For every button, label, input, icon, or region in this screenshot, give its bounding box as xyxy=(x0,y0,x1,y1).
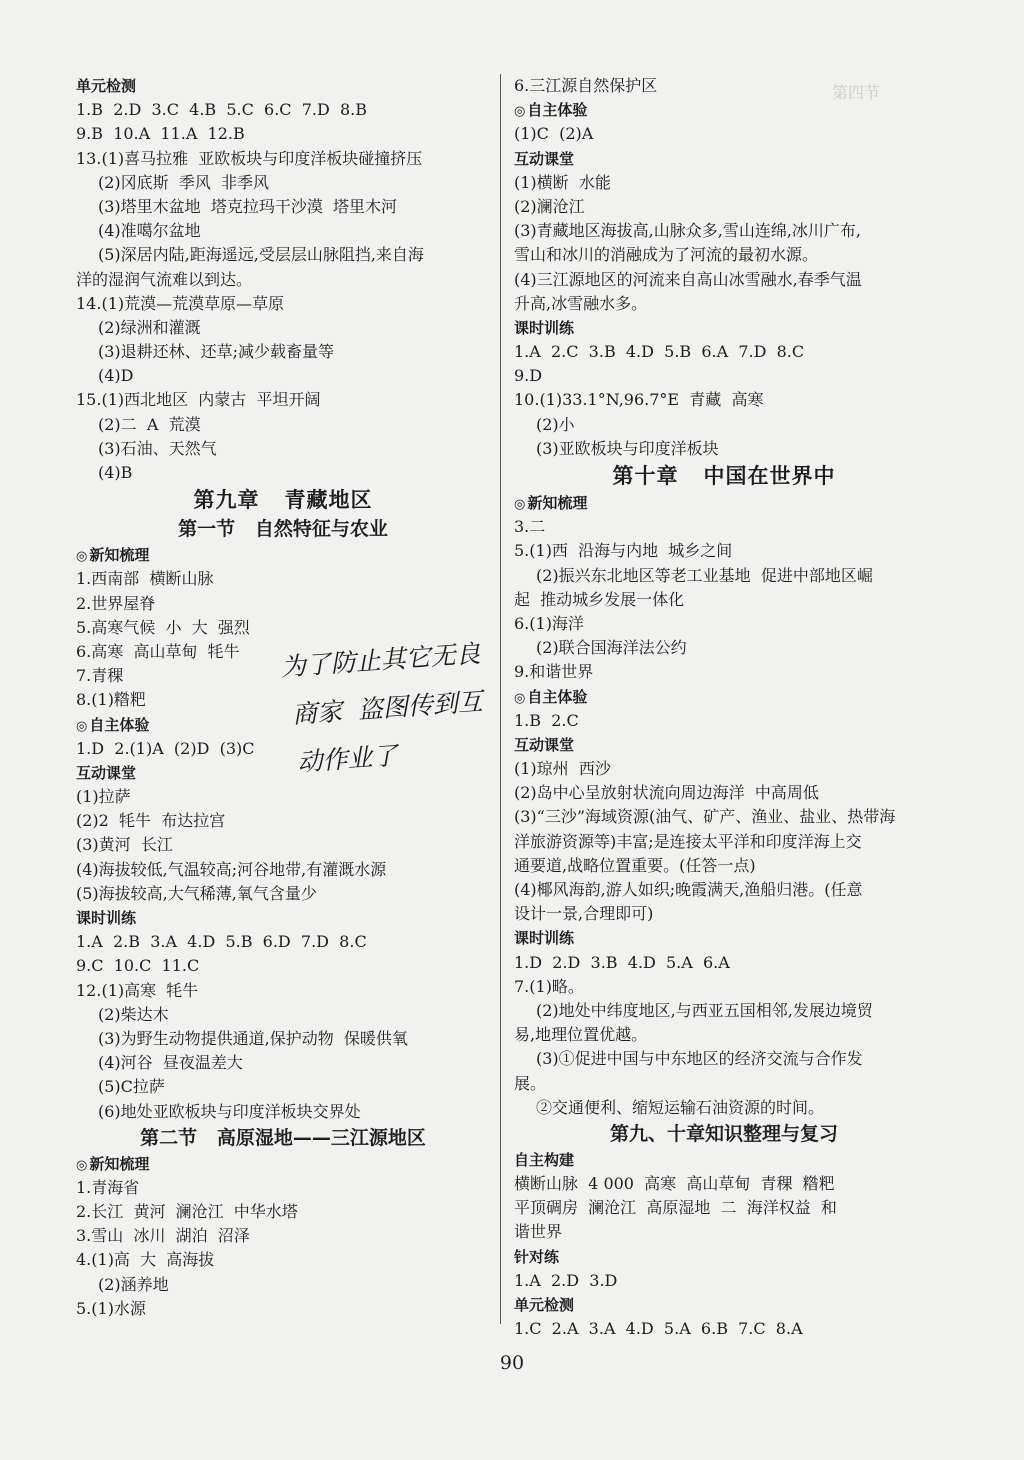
line-text: 自主体验 xyxy=(527,101,588,120)
answer-line xyxy=(514,709,934,733)
answer-line xyxy=(76,147,490,171)
line-text: 5.高寒气候 小 大 强烈 xyxy=(76,617,250,637)
bullet-icon: ◎ xyxy=(76,1157,88,1173)
answer-line xyxy=(76,243,490,267)
answer-line xyxy=(514,1196,934,1220)
line-text: 单元检测 xyxy=(76,77,137,95)
page-number: 90 xyxy=(499,1352,525,1374)
answer-line xyxy=(514,1172,934,1196)
line-text: 通要道,战略位置重要。(任答一点) xyxy=(514,855,756,875)
line-text: (2)振兴东北地区等老工业基地 促进中部地区崛 xyxy=(536,565,873,585)
line-text: 14.(1)荒漠—荒漠草原—草原 xyxy=(76,293,285,313)
line-text: 13.(1)喜马拉雅 亚欧板块与印度洋板块碰撞挤压 xyxy=(76,148,423,168)
line-text: 1.B 2.C xyxy=(514,710,579,730)
line-text: 1.A 2.B 3.A 4.D 5.B 6.D 7.D 8.C xyxy=(76,932,367,952)
line-text: 课时训练 xyxy=(514,929,575,948)
line-text: 2.长江 黄河 澜沧江 中华水塔 xyxy=(76,1202,298,1222)
line-text: 课时训练 xyxy=(514,318,575,337)
line-text: 5.(1)水源 xyxy=(76,1298,146,1318)
section-title xyxy=(514,1120,934,1148)
line-text: (1)琼州 西沙 xyxy=(514,759,611,779)
line-text: 第一节 自然特征与农业 xyxy=(178,518,388,541)
line-text: 5.(1)西 沿海与内地 城乡之间 xyxy=(514,541,733,561)
handwriting-line: 动作业了 xyxy=(296,740,399,777)
line-text: ②交通便利、缩短运输石油资源的时间。 xyxy=(536,1097,825,1117)
line-text: 升高,冰雪融水多。 xyxy=(514,293,648,313)
line-text: (2)冈底斯 季风 非季风 xyxy=(98,172,270,192)
answer-line xyxy=(76,1200,490,1224)
line-text: 1.A 2.D 3.D xyxy=(514,1270,618,1290)
line-text: 9.D xyxy=(514,366,543,386)
line-text: 9.和谐世界 xyxy=(514,662,594,682)
section-heading xyxy=(514,1293,934,1317)
line-text: 1.B 2.D 3.C 4.B 5.C 6.C 7.D 8.B xyxy=(76,100,367,120)
answer-line xyxy=(514,660,934,684)
section-heading xyxy=(76,906,490,930)
answer-line xyxy=(76,461,490,485)
line-text: (2)地处中纬度地区,与西亚五国相邻,发展边境贸 xyxy=(536,1000,873,1020)
line-text: (3)为野生动物提供通道,保护动物 保暖供氧 xyxy=(98,1028,408,1048)
line-text: (1)拉萨 xyxy=(76,787,131,807)
section-heading xyxy=(76,543,490,567)
line-text: (3)①促进中国与中东地区的经济交流与合作发 xyxy=(536,1049,863,1069)
answer-line xyxy=(76,268,490,292)
line-text: (4)准噶尔盆地 xyxy=(98,221,201,241)
line-text: (5)海拔较高,大气稀薄,氧气含量少 xyxy=(76,883,317,903)
answer-line xyxy=(76,413,490,437)
line-text: (2)小 xyxy=(536,414,575,434)
answer-line xyxy=(76,1100,490,1124)
line-text: (6)地处亚欧板块与印度洋板块交界处 xyxy=(98,1101,361,1121)
answer-line xyxy=(514,902,934,926)
line-text: 6.(1)海洋 xyxy=(514,613,584,633)
line-text: 2.世界屋脊 xyxy=(76,593,156,613)
answer-line xyxy=(76,1297,490,1321)
answer-line xyxy=(76,340,490,364)
answer-line xyxy=(514,588,934,612)
chapter-title xyxy=(514,461,934,491)
section-heading xyxy=(514,926,934,950)
answer-line xyxy=(76,292,490,316)
answer-line xyxy=(514,515,934,539)
answer-line xyxy=(514,612,934,636)
answer-line xyxy=(76,592,490,616)
line-text: (2)联合国海洋法公约 xyxy=(536,638,687,658)
answer-line xyxy=(514,1317,934,1341)
line-text: (2)绿洲和灌溉 xyxy=(98,317,201,337)
chapter-title xyxy=(76,485,490,515)
line-text: (3)塔里木盆地 塔克拉玛干沙漠 塔里木河 xyxy=(98,196,398,216)
answer-line xyxy=(76,858,490,882)
answer-line xyxy=(76,1248,490,1272)
answer-line xyxy=(76,98,490,122)
line-text: (2)柴达木 xyxy=(98,1004,169,1024)
answer-line xyxy=(514,219,934,243)
answer-line xyxy=(76,316,490,340)
answer-line xyxy=(514,171,934,195)
section-heading xyxy=(76,74,490,98)
answer-line xyxy=(76,1224,490,1248)
answer-line xyxy=(514,830,934,854)
answer-line xyxy=(514,1096,934,1120)
answer-line xyxy=(76,882,490,906)
line-text: 自主体验 xyxy=(89,715,150,734)
answer-line xyxy=(76,809,490,833)
line-text: 自主体验 xyxy=(527,687,588,706)
line-text: (2)二 A 荒漠 xyxy=(98,414,201,434)
answer-line xyxy=(514,878,934,902)
section-heading xyxy=(514,316,934,340)
line-text: 互动课堂 xyxy=(76,763,137,782)
line-text: 7.青稞 xyxy=(76,666,124,686)
bullet-icon: ◎ xyxy=(76,718,88,734)
line-text: 8.(1)糌粑 xyxy=(76,690,146,710)
section-heading xyxy=(514,1148,934,1172)
answer-line xyxy=(514,805,934,829)
line-text: 1.D 2.(1)A (2)D (3)C xyxy=(76,738,255,758)
line-text: (2)2 牦牛 布达拉宫 xyxy=(76,811,226,831)
line-text: 互动课堂 xyxy=(514,149,575,168)
bullet-icon: ◎ xyxy=(514,497,526,512)
answer-line xyxy=(514,975,934,999)
answer-line xyxy=(514,413,934,437)
line-text: (1)横断 水能 xyxy=(514,172,611,192)
answer-line xyxy=(514,364,934,388)
line-text: 第九章 青藏地区 xyxy=(193,488,373,513)
line-text: 第九、十章知识整理与复习 xyxy=(609,1122,838,1145)
answer-line xyxy=(514,564,934,588)
line-text: (3)“三沙”海域资源(油气、矿产、渔业、盐业、热带海 xyxy=(514,807,896,827)
line-text: 展。 xyxy=(514,1073,547,1093)
line-text: (1)C (2)A xyxy=(514,124,594,144)
line-text: (3)石油、天然气 xyxy=(98,438,217,458)
line-text: 6.三江源自然保护区 xyxy=(514,76,658,95)
line-text: 互动课堂 xyxy=(514,735,575,754)
answer-line xyxy=(76,979,490,1003)
answer-line xyxy=(76,171,490,195)
line-text: 针对练 xyxy=(514,1247,560,1266)
answer-line xyxy=(514,195,934,219)
line-text: (5)C拉萨 xyxy=(98,1077,165,1097)
line-text: 自主构建 xyxy=(514,1150,575,1169)
answer-line xyxy=(76,1273,490,1297)
line-text: 7.(1)略。 xyxy=(514,976,584,996)
answer-line xyxy=(76,833,490,857)
answer-line xyxy=(514,636,934,660)
section-heading xyxy=(514,98,934,122)
line-text: 新知梳理 xyxy=(527,494,588,512)
answer-line xyxy=(514,1220,934,1244)
answer-line xyxy=(514,1072,934,1096)
answer-line xyxy=(76,388,490,412)
answer-line xyxy=(514,854,934,878)
section-heading xyxy=(76,1152,490,1176)
answer-line xyxy=(76,1027,490,1051)
line-text: 平顶碉房 澜沧江 高原湿地 二 海洋权益 和 xyxy=(514,1198,837,1218)
section-title xyxy=(76,515,490,543)
line-text: 第二节 高原湿地——三江源地区 xyxy=(140,1126,426,1149)
line-text: 洋旅游资源等)丰富;是连接太平洋和印度洋海上交 xyxy=(514,831,862,851)
line-text: 9.B 10.A 11.A 12.B xyxy=(76,124,245,144)
handwriting-line: 为了防止其它无良 xyxy=(279,638,482,682)
line-text: 9.C 10.C 11.C xyxy=(76,956,200,976)
section-heading xyxy=(514,685,934,709)
line-text: (2)岛中心呈放射状流向周边海洋 中高周低 xyxy=(514,783,819,803)
line-text: 雪山和冰川的消融成为了河流的最初水源。 xyxy=(514,245,819,265)
answer-line xyxy=(514,951,934,975)
line-text: 洋的湿润气流难以到达。 xyxy=(76,269,253,289)
line-text: 课时训练 xyxy=(76,909,137,927)
answer-line xyxy=(514,74,934,98)
bleed-through-text: 第四节 xyxy=(832,83,881,102)
bullet-icon: ◎ xyxy=(514,104,526,120)
line-text: (3)退耕还林、还草;减少载畜量等 xyxy=(98,342,335,362)
answer-line xyxy=(76,122,490,146)
answer-line xyxy=(514,268,934,292)
line-text: 1.西南部 横断山脉 xyxy=(76,569,214,589)
line-text: 新知梳理 xyxy=(89,546,150,565)
section-heading xyxy=(514,491,934,515)
answer-line xyxy=(76,219,490,243)
answer-line xyxy=(514,1269,934,1293)
line-text: (5)深居内陆,距海遥远,受层层山脉阻挡,来自海 xyxy=(98,245,424,265)
answer-line xyxy=(76,195,490,219)
answer-line xyxy=(514,243,934,267)
answer-line xyxy=(514,340,934,364)
answer-line xyxy=(514,292,934,316)
answer-line xyxy=(76,930,490,954)
right-column xyxy=(514,74,934,1341)
line-text: 1.A 2.C 3.B 4.D 5.B 6.A 7.D 8.C xyxy=(514,342,805,362)
line-text: (4)D xyxy=(98,366,134,386)
line-text: (2)澜沧江 xyxy=(514,196,585,216)
line-text: 第十章 中国在世界中 xyxy=(612,464,836,488)
line-text: (4)B xyxy=(98,463,133,482)
answer-line xyxy=(514,539,934,563)
line-text: (4)河谷 昼夜温差大 xyxy=(98,1053,243,1073)
answer-line xyxy=(514,122,934,146)
line-text: 易,地理位置优越。 xyxy=(514,1025,648,1045)
answer-line xyxy=(76,364,490,388)
line-text: 横断山脉 4 000 高寒 高山草甸 青稞 糌粑 xyxy=(514,1174,835,1194)
answer-line xyxy=(76,954,490,978)
line-text: 1.D 2.D 3.B 4.D 5.A 6.A xyxy=(514,952,730,972)
line-text: 谐世界 xyxy=(514,1222,563,1242)
answer-line xyxy=(514,781,934,805)
line-text: 15.(1)西北地区 内蒙古 平坦开阔 xyxy=(76,390,321,410)
answer-line xyxy=(514,1023,934,1047)
answer-line xyxy=(514,757,934,781)
answer-line xyxy=(76,1051,490,1075)
section-title xyxy=(76,1124,490,1152)
answer-line xyxy=(76,1176,490,1200)
line-text: 3.雪山 冰川 湖泊 沼泽 xyxy=(76,1226,250,1246)
answer-line xyxy=(514,1047,934,1071)
answer-line xyxy=(514,999,934,1023)
handwritten-note xyxy=(279,629,509,788)
line-text: (2)涵养地 xyxy=(98,1274,169,1294)
answer-line xyxy=(76,567,490,591)
line-text: 1.青海省 xyxy=(76,1177,140,1197)
line-text: 单元检测 xyxy=(514,1296,575,1314)
line-text: (3)亚欧板块与印度洋板块 xyxy=(536,438,719,458)
line-text: 1.C 2.A 3.A 4.D 5.A 6.B 7.C 8.A xyxy=(514,1319,803,1339)
section-heading xyxy=(514,1245,934,1269)
bullet-icon: ◎ xyxy=(514,690,526,706)
line-text: (3)青藏地区海拔高,山脉众多,雪山连绵,冰川广布, xyxy=(514,221,862,241)
section-heading xyxy=(514,147,934,171)
line-text: 6.高寒 高山草甸 牦牛 xyxy=(76,641,240,661)
line-text: 起 推动城乡发展一体化 xyxy=(514,589,685,609)
line-text: 4.(1)高 大 高海拔 xyxy=(76,1250,215,1270)
answer-line xyxy=(514,388,934,412)
section-heading xyxy=(514,733,934,757)
line-text: (4)椰风海韵,游人如织;晚霞满天,渔船归港。(任意 xyxy=(514,880,863,899)
line-text: 新知梳理 xyxy=(89,1154,150,1173)
answer-line xyxy=(76,1075,490,1099)
line-text: (4)三江源地区的河流来自高山冰雪融水,春季气温 xyxy=(514,269,862,289)
answer-line xyxy=(514,437,934,461)
line-text: 3.二 xyxy=(514,517,546,537)
handwriting-line: 商家 盗图传到互 xyxy=(291,686,484,730)
line-text: 10.(1)33.1°N,96.7°E 青藏 高寒 xyxy=(514,390,764,410)
line-text: 12.(1)高寒 牦牛 xyxy=(76,980,199,1000)
line-text: (3)黄河 长江 xyxy=(76,835,173,855)
line-text: (4)海拔较低,气温较高;河谷地带,有灌溉水源 xyxy=(76,859,387,879)
answer-line xyxy=(76,437,490,461)
answer-line xyxy=(76,1003,490,1027)
answer-line xyxy=(76,785,490,809)
bullet-icon: ◎ xyxy=(76,549,88,565)
line-text: 设计一景,合理即可) xyxy=(514,904,654,924)
